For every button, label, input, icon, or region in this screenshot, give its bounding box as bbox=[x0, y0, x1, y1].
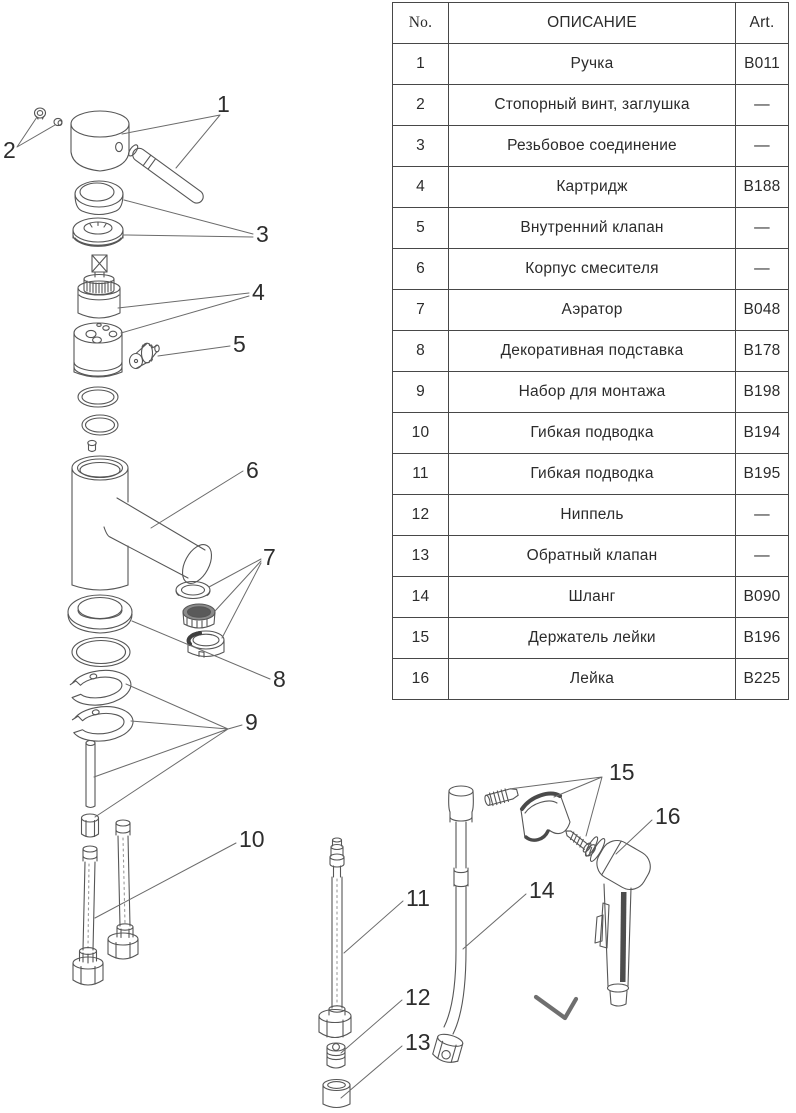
callout-6 bbox=[151, 457, 259, 528]
set-screw-plug-drawing bbox=[35, 108, 63, 126]
cell-no: 11 bbox=[393, 454, 449, 495]
cell-no: 5 bbox=[393, 208, 449, 249]
cell-no: 2 bbox=[393, 85, 449, 126]
cell-no: 9 bbox=[393, 372, 449, 413]
cell-no: 13 bbox=[393, 536, 449, 577]
callout-10 bbox=[95, 826, 265, 918]
table-header-row bbox=[393, 3, 789, 44]
callout-label-2: 2 bbox=[3, 137, 16, 163]
cell-no: 6 bbox=[393, 249, 449, 290]
cell-description: Гибкая подводка bbox=[449, 454, 736, 495]
aerator-drawing bbox=[176, 582, 224, 658]
callout-label-1: 1 bbox=[217, 91, 230, 117]
callout-label-16: 16 bbox=[655, 803, 681, 829]
col-header-art: Art. bbox=[736, 3, 789, 44]
cell-art: B195 bbox=[736, 454, 789, 495]
callout-15 bbox=[509, 759, 635, 836]
cell-description: Декоративная подставка bbox=[449, 331, 736, 372]
decorative-base-drawing bbox=[68, 595, 132, 667]
supply-hoses-drawing bbox=[73, 820, 138, 985]
parts-table bbox=[392, 2, 789, 700]
callout-13 bbox=[341, 1029, 431, 1098]
col-header-description: ОПИСАНИЕ bbox=[449, 3, 736, 44]
callout-leader-1 bbox=[122, 115, 220, 168]
cell-art: B188 bbox=[736, 167, 789, 208]
callout-leader-14 bbox=[463, 894, 526, 949]
callout-label-13: 13 bbox=[405, 1029, 431, 1055]
cell-description: Гибкая подводка bbox=[449, 413, 736, 454]
table-row bbox=[393, 85, 789, 126]
table-row bbox=[393, 331, 789, 372]
callout-label-5: 5 bbox=[233, 331, 246, 357]
cell-description: Ручка bbox=[449, 44, 736, 85]
cell-description: Стопорный винт, заглушка bbox=[449, 85, 736, 126]
cell-no: 16 bbox=[393, 659, 449, 700]
sprayer-holder-drawing bbox=[484, 786, 598, 858]
cell-art: — bbox=[736, 536, 789, 577]
cell-no: 15 bbox=[393, 618, 449, 659]
table-row bbox=[393, 536, 789, 577]
cell-no: 1 bbox=[393, 44, 449, 85]
callout-leader-2 bbox=[17, 117, 55, 147]
cell-description: Резьбовое соединение bbox=[449, 126, 736, 167]
table-row bbox=[393, 208, 789, 249]
cell-art: B048 bbox=[736, 290, 789, 331]
callout-leader-5 bbox=[158, 346, 230, 356]
table-row bbox=[393, 495, 789, 536]
table-row bbox=[393, 618, 789, 659]
callout-7 bbox=[209, 544, 276, 638]
cell-no: 12 bbox=[393, 495, 449, 536]
callout-label-9: 9 bbox=[245, 709, 258, 735]
hex-key-drawing bbox=[536, 997, 576, 1018]
col-header-no: No. bbox=[393, 3, 449, 44]
table-row bbox=[393, 413, 789, 454]
cell-art: B196 bbox=[736, 618, 789, 659]
nipple-drawing bbox=[327, 1043, 345, 1068]
callout-leader-11 bbox=[344, 901, 403, 953]
threaded-connection-drawing bbox=[73, 181, 123, 246]
callout-4 bbox=[118, 279, 265, 333]
cell-art: — bbox=[736, 495, 789, 536]
callout-label-3: 3 bbox=[256, 221, 269, 247]
cell-art: B194 bbox=[736, 413, 789, 454]
callout-label-10: 10 bbox=[239, 826, 265, 852]
table-row bbox=[393, 659, 789, 700]
cell-art: B178 bbox=[736, 331, 789, 372]
cell-no: 8 bbox=[393, 331, 449, 372]
cell-description: Держатель лейки bbox=[449, 618, 736, 659]
callout-leader-10 bbox=[95, 843, 236, 918]
cell-description: Корпус смесителя bbox=[449, 249, 736, 290]
cell-no: 10 bbox=[393, 413, 449, 454]
cell-art: B090 bbox=[736, 577, 789, 618]
cell-description: Картридж bbox=[449, 167, 736, 208]
mounting-set-drawing bbox=[69, 667, 135, 837]
cell-description: Шланг bbox=[449, 577, 736, 618]
callout-16 bbox=[616, 803, 681, 854]
callout-label-8: 8 bbox=[273, 666, 286, 692]
callout-leader-3 bbox=[124, 200, 253, 237]
cell-no: 3 bbox=[393, 126, 449, 167]
cell-description: Внутренний клапан bbox=[449, 208, 736, 249]
callout-leader-9 bbox=[94, 684, 242, 817]
o-rings-drawing bbox=[78, 387, 118, 452]
cartridge-drawing bbox=[74, 255, 122, 377]
callout-leader-12 bbox=[341, 1000, 402, 1053]
cell-description: Ниппель bbox=[449, 495, 736, 536]
callout-5 bbox=[158, 331, 246, 357]
table-row bbox=[393, 44, 789, 85]
callout-leader-6 bbox=[151, 471, 243, 528]
table-row bbox=[393, 372, 789, 413]
table-row bbox=[393, 577, 789, 618]
shower-hose-drawing bbox=[432, 786, 474, 1065]
callout-11 bbox=[344, 885, 430, 953]
callout-label-15: 15 bbox=[609, 759, 635, 785]
callout-2 bbox=[3, 117, 55, 163]
table-row bbox=[393, 249, 789, 290]
cell-art: B011 bbox=[736, 44, 789, 85]
callout-1 bbox=[122, 91, 230, 168]
callout-3 bbox=[124, 200, 269, 247]
table-row bbox=[393, 290, 789, 331]
mixer-body-drawing bbox=[72, 456, 217, 590]
cell-no: 4 bbox=[393, 167, 449, 208]
cell-art: — bbox=[736, 85, 789, 126]
callout-label-4: 4 bbox=[252, 279, 265, 305]
cell-description: Набор для монтажа bbox=[449, 372, 736, 413]
callout-label-6: 6 bbox=[246, 457, 259, 483]
callout-leader-13 bbox=[341, 1046, 402, 1098]
cell-description: Обратный клапан bbox=[449, 536, 736, 577]
cell-art: — bbox=[736, 249, 789, 290]
cell-art: B225 bbox=[736, 659, 789, 700]
cell-art: — bbox=[736, 126, 789, 167]
cell-art: — bbox=[736, 208, 789, 249]
callout-label-14: 14 bbox=[529, 877, 555, 903]
table-row bbox=[393, 126, 789, 167]
handle-drawing bbox=[71, 111, 206, 206]
table-row bbox=[393, 167, 789, 208]
callout-leader-16 bbox=[616, 820, 652, 854]
callout-label-7: 7 bbox=[263, 544, 276, 570]
callout-leader-8 bbox=[132, 621, 270, 679]
cell-no: 14 bbox=[393, 577, 449, 618]
callout-leader-4 bbox=[118, 293, 249, 333]
cell-art: B198 bbox=[736, 372, 789, 413]
inner-valve-drawing bbox=[130, 343, 160, 368]
cell-no: 7 bbox=[393, 290, 449, 331]
callout-9 bbox=[94, 684, 258, 817]
table-row bbox=[393, 454, 789, 495]
sprayer-hose-drawing bbox=[319, 838, 351, 1038]
callout-label-11: 11 bbox=[406, 885, 430, 911]
cell-description: Лейка bbox=[449, 659, 736, 700]
callout-label-12: 12 bbox=[405, 984, 431, 1010]
cell-description: Аэратор bbox=[449, 290, 736, 331]
callout-14 bbox=[463, 877, 555, 949]
callout-leader-7 bbox=[209, 559, 261, 638]
